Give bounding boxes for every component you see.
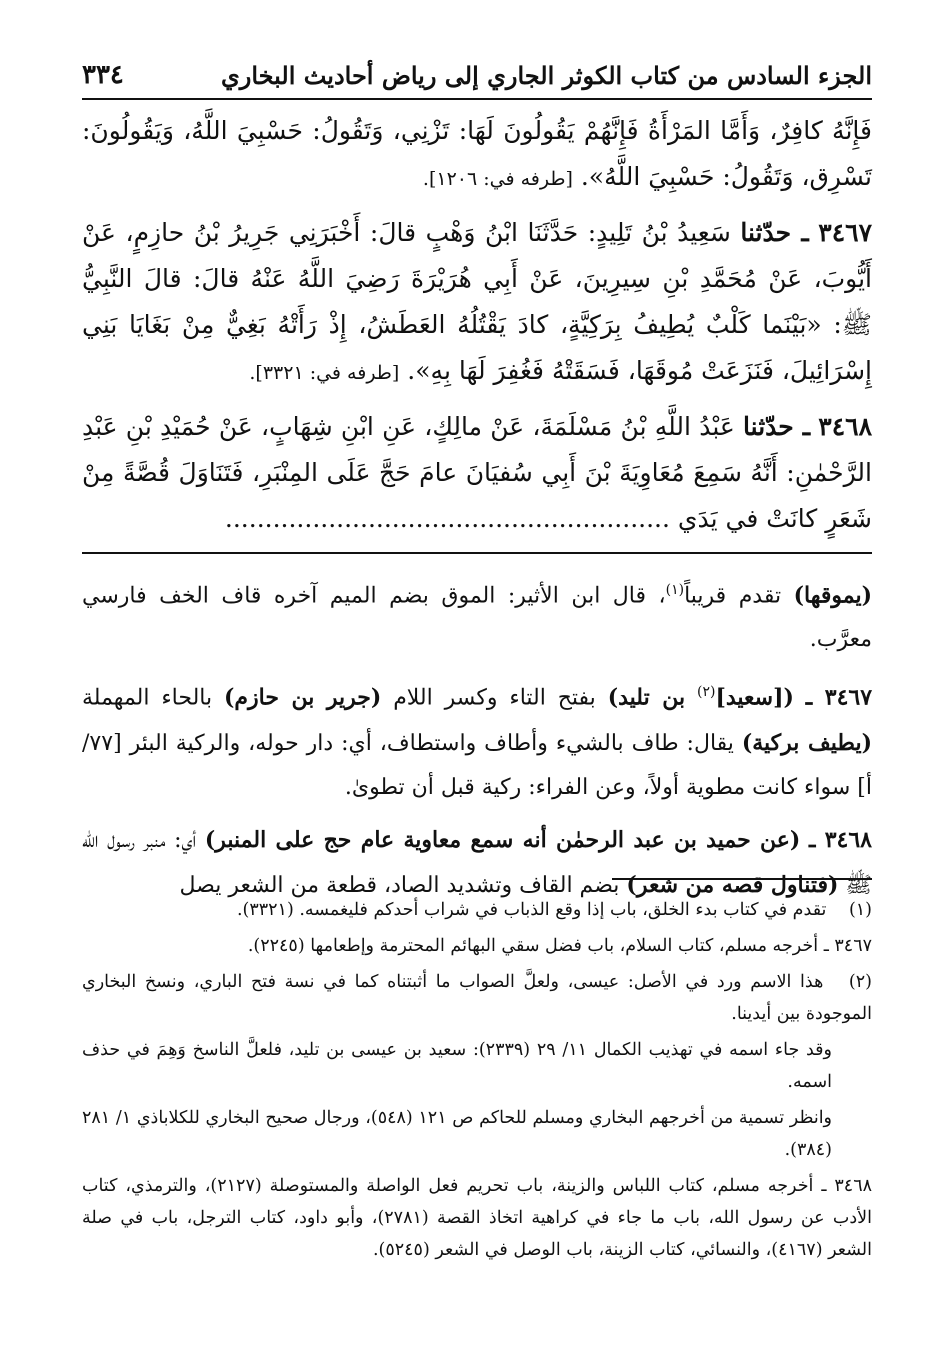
commentary-term: (يطيف بركية) — [741, 729, 873, 756]
footnote — [82, 930, 872, 962]
page-number: ٣٣٤ — [82, 60, 124, 90]
footnote-label: (١) — [848, 900, 872, 920]
hadith-3468 — [82, 404, 872, 542]
footnotes — [82, 894, 872, 1270]
commentary-text: بالحاء المهملة — [82, 685, 213, 711]
commentary-term: (يموقها) — [793, 582, 873, 609]
page-header — [82, 52, 872, 100]
commentary-text: بفتح التاء وكسر اللام — [393, 685, 596, 711]
commentary-text: ، قال ابن الأثير: الموق بضم الميم آخره قاف الخف فارسي معرَّب. — [82, 583, 872, 653]
running-title: الجزء السادس من كتاب الكوثر الجاري إلى رياض أحاديث البخاري — [220, 60, 872, 90]
footnote-ref: (٢) — [696, 684, 716, 701]
footnote-text: أخرجه مسلم، كتاب السلام، باب فضل سقي البهائم المحترمة وإطعامها (٢٢٤٥). — [247, 936, 819, 956]
hadith-number: ٣٤٦٨ — [818, 412, 873, 441]
footnote-label: ٣٤٦٧ ـ — [823, 936, 872, 956]
commentary-number: ٣٤٦٨ ـ — [808, 826, 872, 853]
commentary-text: يقال: طاف بالشيء وأطاف واستطاف، أي: دار حوله، والركية البئر [٧٧/أ] سواء كانت مطوية أولاً، وعن الفراء: ركية قبل أن تطوىٰ. — [82, 730, 872, 800]
footnote — [82, 1170, 872, 1266]
hadith-lead: ـ حدّثنا — [743, 412, 811, 441]
commentary-text: بضم القاف وتشديد الصاد، قطعة من الشعر يصل — [179, 872, 620, 898]
text-divider — [82, 552, 872, 554]
hadith-number: ٣٤٦٧ — [818, 218, 873, 247]
hadith-text — [82, 108, 872, 550]
commentary-number: ٣٤٦٧ ـ — [805, 684, 873, 711]
footnote-text: أخرجه مسلم، كتاب اللباس والزينة، باب تحريم فعل الواصلة والمستوصلة (٢١٢٧)، والترمذي، كتاب الأدب عن رسول الله، باب ما جاء في كراهية اتخاذ القصة (٢٧٨١)، وأبو داود، كتاب الترجل، باب في صلة الشعر (٤١٦٧)، والنسائي، كتاب الزينة، باب الوصل في الشعر (٥٢٤٥). — [82, 1176, 872, 1260]
continuation-dots: ........................................................ — [224, 504, 670, 533]
commentary-term: (فتناول قصه من شعر) — [626, 871, 839, 898]
footnote-continuation: وقد جاء اسمه في تهذيب الكمال ١١/ ٢٩ (٢٣٣٩): سعيد بن عيسى بن تليد، فلعلَّ الناسخ وَهِمَ في حذف اسمه. — [82, 1040, 832, 1092]
commentary-term: ([سعيد] — [715, 684, 794, 711]
commentary-para — [82, 670, 872, 809]
footnote-ref: (١) — [665, 582, 685, 598]
footnote-text: تقدم في كتاب بدء الخلق، باب إذا وقع الذباب في شراب أحدكم فليغمسه. (٣٣٢١). — [236, 900, 827, 920]
footnote-label: (٢) — [848, 972, 872, 992]
footnote — [82, 966, 872, 1030]
commentary-term: (جرير بن حازم) — [224, 684, 382, 711]
continuation-ref: [طرفه في: ١٢٠٦]. — [422, 168, 573, 190]
commentary — [82, 568, 872, 916]
commentary-term: (عن حميد بن عبد الرحمٰن أنه سمع معاوية عام حج على المنبر) — [204, 826, 801, 853]
commentary-text: أي: منبر رسول الله ﷺ — [82, 827, 872, 898]
hadith-body: سَعِيدُ بْنُ تَلِيدٍ: حَدَّثَنَا ابْنُ وَهْبٍ قالَ: أَخْبَرَنِي جَرِيرُ بْنُ حازِمٍ، عَنْ أَيُّوبَ، عَنْ مُحَمَّدِ بْنِ سِيرِينَ، عَنْ أَبِي هُرَيْرَةَ رَضِيَ اللَّهُ عَنْهُ قالَ: قالَ النَّبِيُّ ﷺ: «بَيْنَما كَلْبٌ يُطِيفُ بِرَكِيَّةٍ، كادَ يَقْتُلُهُ العَطَشُ، إِذْ رَأَتْهُ بَغِيٌّ مِنْ بَغَايَا بَنِي إِسْرَائِيلَ، فَنَزَعَتْ مُوقَهَا، فَسَقَتْهُ فَغُفِرَ لَهَا بِهِ». — [82, 218, 872, 385]
commentary-para — [82, 568, 872, 662]
footnote-label: ٣٤٦٨ ـ — [821, 1176, 872, 1196]
commentary-text: تقدم قريباً — [684, 583, 782, 609]
footnote-text: هذا الاسم ورد في الأصل: عيسى، ولعلَّ الصواب ما أثبتناه كما في نسة فتح الباري، ونسخ البخاري الموجودة بين أيدينا. — [82, 972, 872, 1024]
footnote-divider — [612, 878, 872, 880]
hadith-body: عَبْدُ اللَّهِ بْنُ مَسْلَمَةَ، عَنْ مالِكٍ، عَنِ ابْنِ شِهَابٍ، عَنْ حُمَيْدِ بْنِ عَبْدِ الرَّحْمٰنِ: أَنَّهُ سَمِعَ مُعَاوِيَةَ بْنَ أَبِي سُفيَانَ عامَ حَجَّ عَلَى المِنْبَرِ، فَتَنَاوَلَ قُصَّةً مِنْ شَعَرٍ كانَتْ في يَدَي — [82, 412, 872, 533]
commentary-term: بن تليد) — [607, 684, 686, 711]
footnote — [82, 894, 872, 926]
hadith-ref: [طرفه في: ٣٣٢١]. — [249, 362, 400, 384]
hadith-continuation — [82, 108, 872, 202]
footnote-continuation: وانظر تسمية من أخرجهم البخاري ومسلم للحاكم ص ١٢١ (٥٤٨)، ورجال صحيح البخاري للكلاباذي ١/ ٢٨١ (٣٨٤). — [82, 1108, 833, 1160]
hadith-3467 — [82, 210, 872, 396]
continuation-text: فَإِنَّهُ كافِرٌ، وَأَمَّا المَرْأَةُ فَإِنَّهُمْ يَقُولُونَ لَهَا: تَزْنِي، وَتَقُولُ: حَسْبِيَ اللَّهُ، وَيَقُولُونَ: تَسْرِق، وَتَقُولُ: حَسْبِيَ اللَّهُ». — [82, 116, 872, 191]
hadith-lead: ـ حدّثنا — [740, 218, 809, 247]
